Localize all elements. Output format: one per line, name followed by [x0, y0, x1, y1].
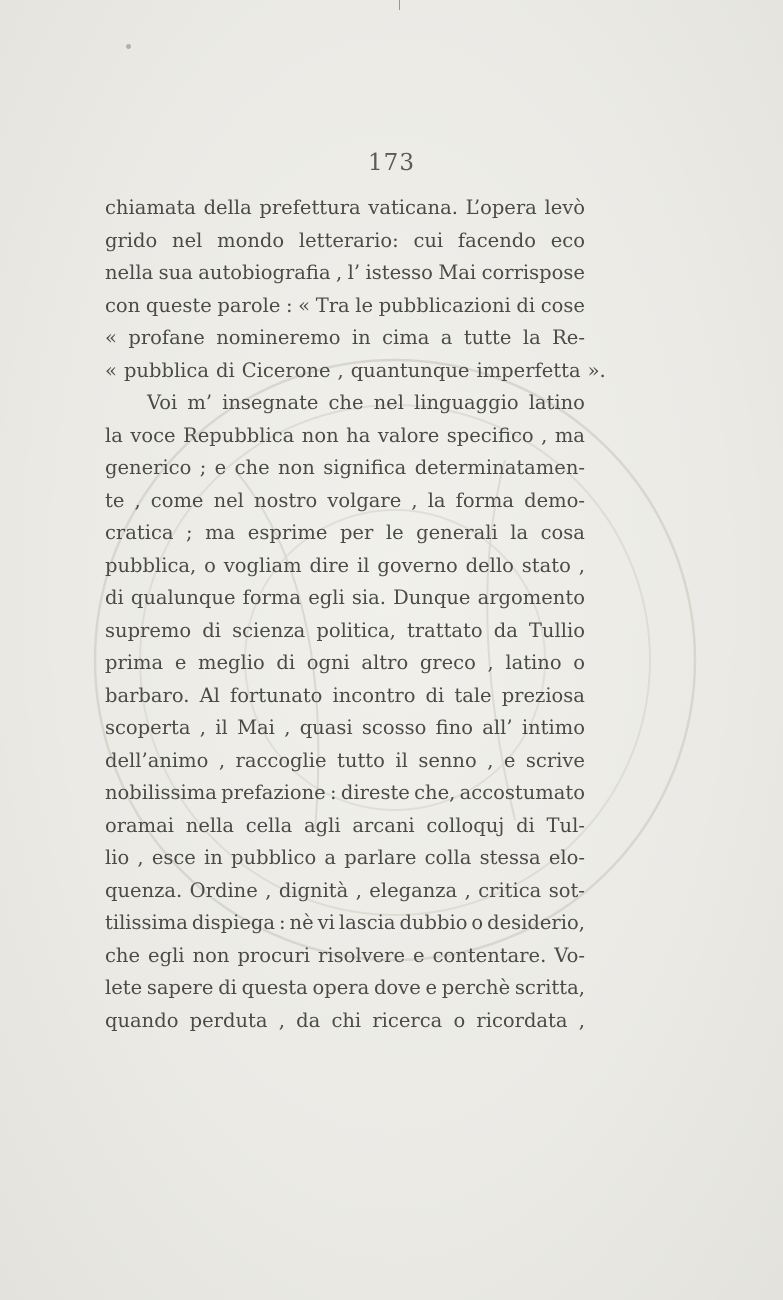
- word: agli: [304, 813, 341, 837]
- word: critica: [478, 878, 542, 902]
- word: cui: [413, 228, 444, 252]
- word: dell’animo: [105, 748, 209, 772]
- word: parole: [217, 293, 281, 317]
- word: cose: [540, 293, 585, 317]
- word: per: [339, 521, 374, 544]
- word: ,: [199, 716, 206, 739]
- word: politica,: [316, 618, 396, 642]
- word: Al: [199, 683, 220, 707]
- word: colla: [424, 846, 472, 869]
- word: Voi: [147, 391, 178, 414]
- text-line: [105, 355, 606, 388]
- word: accostumato: [459, 781, 585, 804]
- word: intimo: [521, 716, 585, 739]
- word: facendo: [457, 228, 536, 252]
- text-line: [105, 387, 585, 420]
- word: sua: [158, 261, 193, 284]
- word: sia.: [351, 586, 386, 609]
- word: Vo-: [554, 943, 585, 967]
- text-line: [105, 680, 585, 713]
- word: quasi: [299, 716, 353, 739]
- word: cratica: [105, 521, 174, 544]
- text-line: [105, 615, 585, 648]
- word: «: [105, 358, 117, 382]
- page-number: 173: [368, 150, 415, 176]
- word: la: [105, 423, 123, 447]
- word: ,: [541, 423, 548, 447]
- word: ,: [487, 651, 494, 674]
- word: nobilissima: [105, 781, 217, 804]
- word: incontro: [332, 683, 416, 707]
- word: questa: [241, 976, 308, 999]
- word: prefazione: [221, 781, 326, 804]
- word: determinatamen-: [414, 456, 585, 479]
- word: barbaro.: [105, 683, 190, 707]
- word: Cicerone: [241, 358, 331, 382]
- word: eleganza: [369, 878, 458, 902]
- word: o: [471, 911, 484, 934]
- word: elo-: [548, 846, 585, 869]
- word: cella: [245, 813, 293, 837]
- text-line: [105, 777, 585, 810]
- text-line: [105, 257, 585, 290]
- text-line: [105, 290, 585, 323]
- word: ,: [278, 1008, 285, 1032]
- word: ,: [337, 358, 344, 382]
- text-line: [105, 517, 585, 550]
- word: all’: [482, 716, 513, 739]
- word: sapere: [146, 976, 214, 999]
- word: ricerca: [372, 1008, 443, 1032]
- word: linguaggio: [413, 391, 519, 414]
- text-line: [105, 582, 585, 615]
- word: Tullio: [528, 618, 585, 642]
- word: quenza.: [105, 878, 183, 902]
- word: o: [204, 553, 216, 577]
- word: dubbio: [399, 911, 468, 934]
- word: volgare: [327, 488, 402, 512]
- word: ,: [336, 261, 343, 284]
- word: tutte: [463, 326, 512, 349]
- word: lio: [105, 846, 130, 869]
- word: chiamata: [105, 196, 196, 219]
- word: ,: [355, 878, 362, 902]
- word: greco: [419, 651, 476, 674]
- word: argomento: [477, 586, 585, 609]
- word: ,: [487, 748, 494, 772]
- word: risolvere: [318, 943, 406, 967]
- word: tutto: [337, 748, 385, 772]
- word: supremo: [105, 618, 192, 642]
- word: profane: [128, 326, 205, 349]
- word: nel: [172, 228, 203, 252]
- word: di: [276, 651, 296, 674]
- word: Mai: [438, 261, 477, 284]
- word: le: [355, 293, 374, 317]
- word: l’: [347, 261, 361, 284]
- word: e: [503, 748, 516, 772]
- word: scrive: [525, 748, 585, 772]
- word: senno: [418, 748, 477, 772]
- word: Dunque: [393, 586, 471, 609]
- word: latino: [528, 391, 585, 414]
- word: ,: [411, 488, 418, 512]
- word: e: [413, 943, 425, 967]
- word: fino: [435, 716, 473, 739]
- word: pubblica,: [105, 553, 197, 577]
- word: o: [573, 651, 585, 674]
- word: stato: [521, 553, 571, 577]
- text-line: [105, 940, 585, 973]
- word: ,: [284, 716, 291, 739]
- word: corrispose: [481, 261, 585, 284]
- word: arcani: [352, 813, 415, 837]
- word: chi: [331, 1008, 362, 1032]
- word: direste: [340, 781, 410, 804]
- word: «: [298, 293, 311, 317]
- word: quando: [105, 1008, 179, 1032]
- word: «: [105, 326, 117, 349]
- word: dello: [465, 553, 514, 577]
- word: trattato: [406, 618, 483, 642]
- word: scritta,: [514, 976, 585, 999]
- word: di: [105, 586, 124, 609]
- word: nella: [185, 813, 234, 837]
- text-line: [105, 907, 585, 940]
- word: che: [234, 456, 270, 479]
- word: di: [218, 976, 237, 999]
- word: di: [516, 293, 536, 317]
- text-line: [105, 745, 585, 778]
- word: levò: [544, 196, 585, 219]
- word: preziosa: [501, 683, 585, 707]
- word: perchè: [441, 976, 511, 999]
- word: tilissima: [105, 911, 188, 934]
- word: ma: [205, 521, 236, 544]
- word: nostro: [254, 488, 318, 512]
- text-body: [105, 192, 606, 1037]
- word: come: [150, 488, 204, 512]
- word: voce: [130, 423, 176, 447]
- word: L’opera: [465, 196, 537, 219]
- text-line: [105, 712, 585, 745]
- word: mondo: [217, 228, 285, 252]
- word: in: [351, 326, 371, 349]
- word: dove: [373, 976, 421, 999]
- word: scoperta: [105, 716, 191, 739]
- word: scienza: [232, 618, 306, 642]
- word: ha: [346, 423, 371, 447]
- word: di: [202, 618, 221, 642]
- word: autobiografia: [198, 261, 331, 284]
- word: la: [427, 488, 446, 512]
- word: istesso: [365, 261, 433, 284]
- word: da: [493, 618, 518, 642]
- word: di: [425, 683, 445, 707]
- word: non: [301, 423, 339, 447]
- word: e: [174, 651, 187, 674]
- text-line: [105, 875, 585, 908]
- word: latino: [505, 651, 562, 674]
- word: procuri: [237, 943, 311, 967]
- word: ricordata: [476, 1008, 568, 1032]
- word: prefettura: [259, 196, 361, 219]
- word: con: [105, 293, 141, 317]
- word: vogliam: [223, 553, 302, 577]
- word: contentare.: [432, 943, 547, 967]
- text-line: [105, 972, 585, 1005]
- word: ;: [199, 456, 207, 479]
- word: in: [204, 846, 223, 869]
- word: :: [285, 293, 293, 317]
- word: ma: [554, 423, 585, 447]
- word: parlare: [344, 846, 417, 869]
- word: esce: [151, 846, 196, 869]
- word: vaticana.: [368, 196, 458, 219]
- word: specifico: [446, 423, 534, 447]
- word: nel: [213, 488, 244, 512]
- word: colloquj: [426, 813, 505, 837]
- word: nel: [373, 391, 404, 414]
- word: perduta: [189, 1008, 268, 1032]
- word: ,: [134, 488, 141, 512]
- word: Ordine: [189, 878, 258, 902]
- word: pubblica: [123, 358, 209, 382]
- word: pubblicazioni: [378, 293, 511, 317]
- word: non: [192, 943, 230, 967]
- word: da: [296, 1008, 321, 1032]
- word: le: [385, 521, 404, 544]
- word: dignità: [278, 878, 349, 902]
- word: significa: [323, 456, 407, 479]
- word: ,: [265, 878, 272, 902]
- text-line: [105, 322, 585, 355]
- word: la: [522, 326, 541, 349]
- word: non: [278, 456, 315, 479]
- word: di: [516, 813, 535, 837]
- word: generali: [416, 521, 498, 544]
- word: ;: [186, 521, 193, 544]
- word: nella: [105, 261, 154, 284]
- text-line: [105, 647, 585, 680]
- word: queste: [145, 293, 212, 317]
- word: imperfetta: [476, 358, 581, 382]
- word: fortunato: [229, 683, 323, 707]
- word: dire: [309, 553, 350, 577]
- text-line: [105, 452, 585, 485]
- word: :: [330, 781, 337, 804]
- word: m’: [187, 391, 213, 414]
- word: prima: [105, 651, 164, 674]
- word: ,: [578, 1008, 585, 1032]
- text-line: [105, 842, 585, 875]
- word: nomineremo: [216, 326, 341, 349]
- text-line: [105, 192, 585, 225]
- word: forma: [242, 586, 302, 609]
- word: valore: [377, 423, 440, 447]
- text-line: [105, 550, 585, 583]
- word: cima: [382, 326, 430, 349]
- text-line: [105, 1005, 585, 1038]
- word: Tul-: [546, 813, 585, 837]
- word: opera: [312, 976, 370, 999]
- word: il: [215, 716, 228, 739]
- word: della: [203, 196, 252, 219]
- word: Re-: [552, 326, 585, 349]
- word: desiderio,: [487, 911, 585, 934]
- word: ,: [578, 553, 585, 577]
- word: generico: [105, 456, 192, 479]
- word: lascia: [338, 911, 396, 934]
- word: a: [440, 326, 453, 349]
- word: tale: [454, 683, 492, 707]
- word: ogni: [306, 651, 350, 674]
- word: e: [214, 456, 227, 479]
- word: che: [105, 943, 141, 967]
- word: eco: [550, 228, 585, 252]
- word: a: [324, 846, 337, 869]
- word: :: [278, 911, 286, 934]
- word: forma: [455, 488, 515, 512]
- word: egli: [308, 586, 345, 609]
- word: grido: [105, 228, 158, 252]
- paper-spot: [126, 44, 131, 49]
- word: esprime: [247, 521, 328, 544]
- word: dispiega: [191, 911, 275, 934]
- word: Repubblica: [183, 423, 295, 447]
- text-line: [105, 485, 585, 518]
- word: o: [453, 1008, 466, 1032]
- word: ,: [137, 846, 144, 869]
- word: te: [105, 488, 125, 512]
- text-line: [105, 810, 585, 843]
- word: che,: [414, 781, 456, 804]
- word: sot-: [548, 878, 585, 902]
- word: quantunque: [350, 358, 470, 382]
- word: e: [425, 976, 438, 999]
- word: egli: [148, 943, 185, 967]
- text-line: [105, 420, 585, 453]
- page-edge-mark: [399, 0, 400, 10]
- word: altro: [361, 651, 409, 674]
- word: cosa: [540, 521, 585, 544]
- word: scosso: [361, 716, 427, 739]
- word: ,: [218, 748, 226, 772]
- word: demo-: [524, 488, 585, 512]
- word: nè: [289, 911, 314, 934]
- word: qualunque: [130, 586, 236, 609]
- word: che: [328, 391, 364, 414]
- word: stessa: [479, 846, 541, 869]
- word: insegnate: [222, 391, 319, 414]
- word: lete: [105, 976, 143, 999]
- word: il: [395, 748, 408, 772]
- word: il: [356, 553, 370, 577]
- word: pubblico: [231, 846, 317, 869]
- word: letterario:: [298, 228, 399, 252]
- word: meglio: [198, 651, 265, 674]
- word: ,: [464, 878, 471, 902]
- word: vi: [317, 911, 335, 934]
- word: la: [510, 521, 529, 544]
- word: governo: [377, 553, 458, 577]
- word: Tra: [315, 293, 350, 317]
- word: raccoglie: [235, 748, 327, 772]
- word: Mai: [237, 716, 275, 739]
- text-line: [105, 225, 585, 258]
- word: ».: [587, 358, 606, 382]
- word: oramai: [105, 813, 175, 837]
- word: di: [215, 358, 235, 382]
